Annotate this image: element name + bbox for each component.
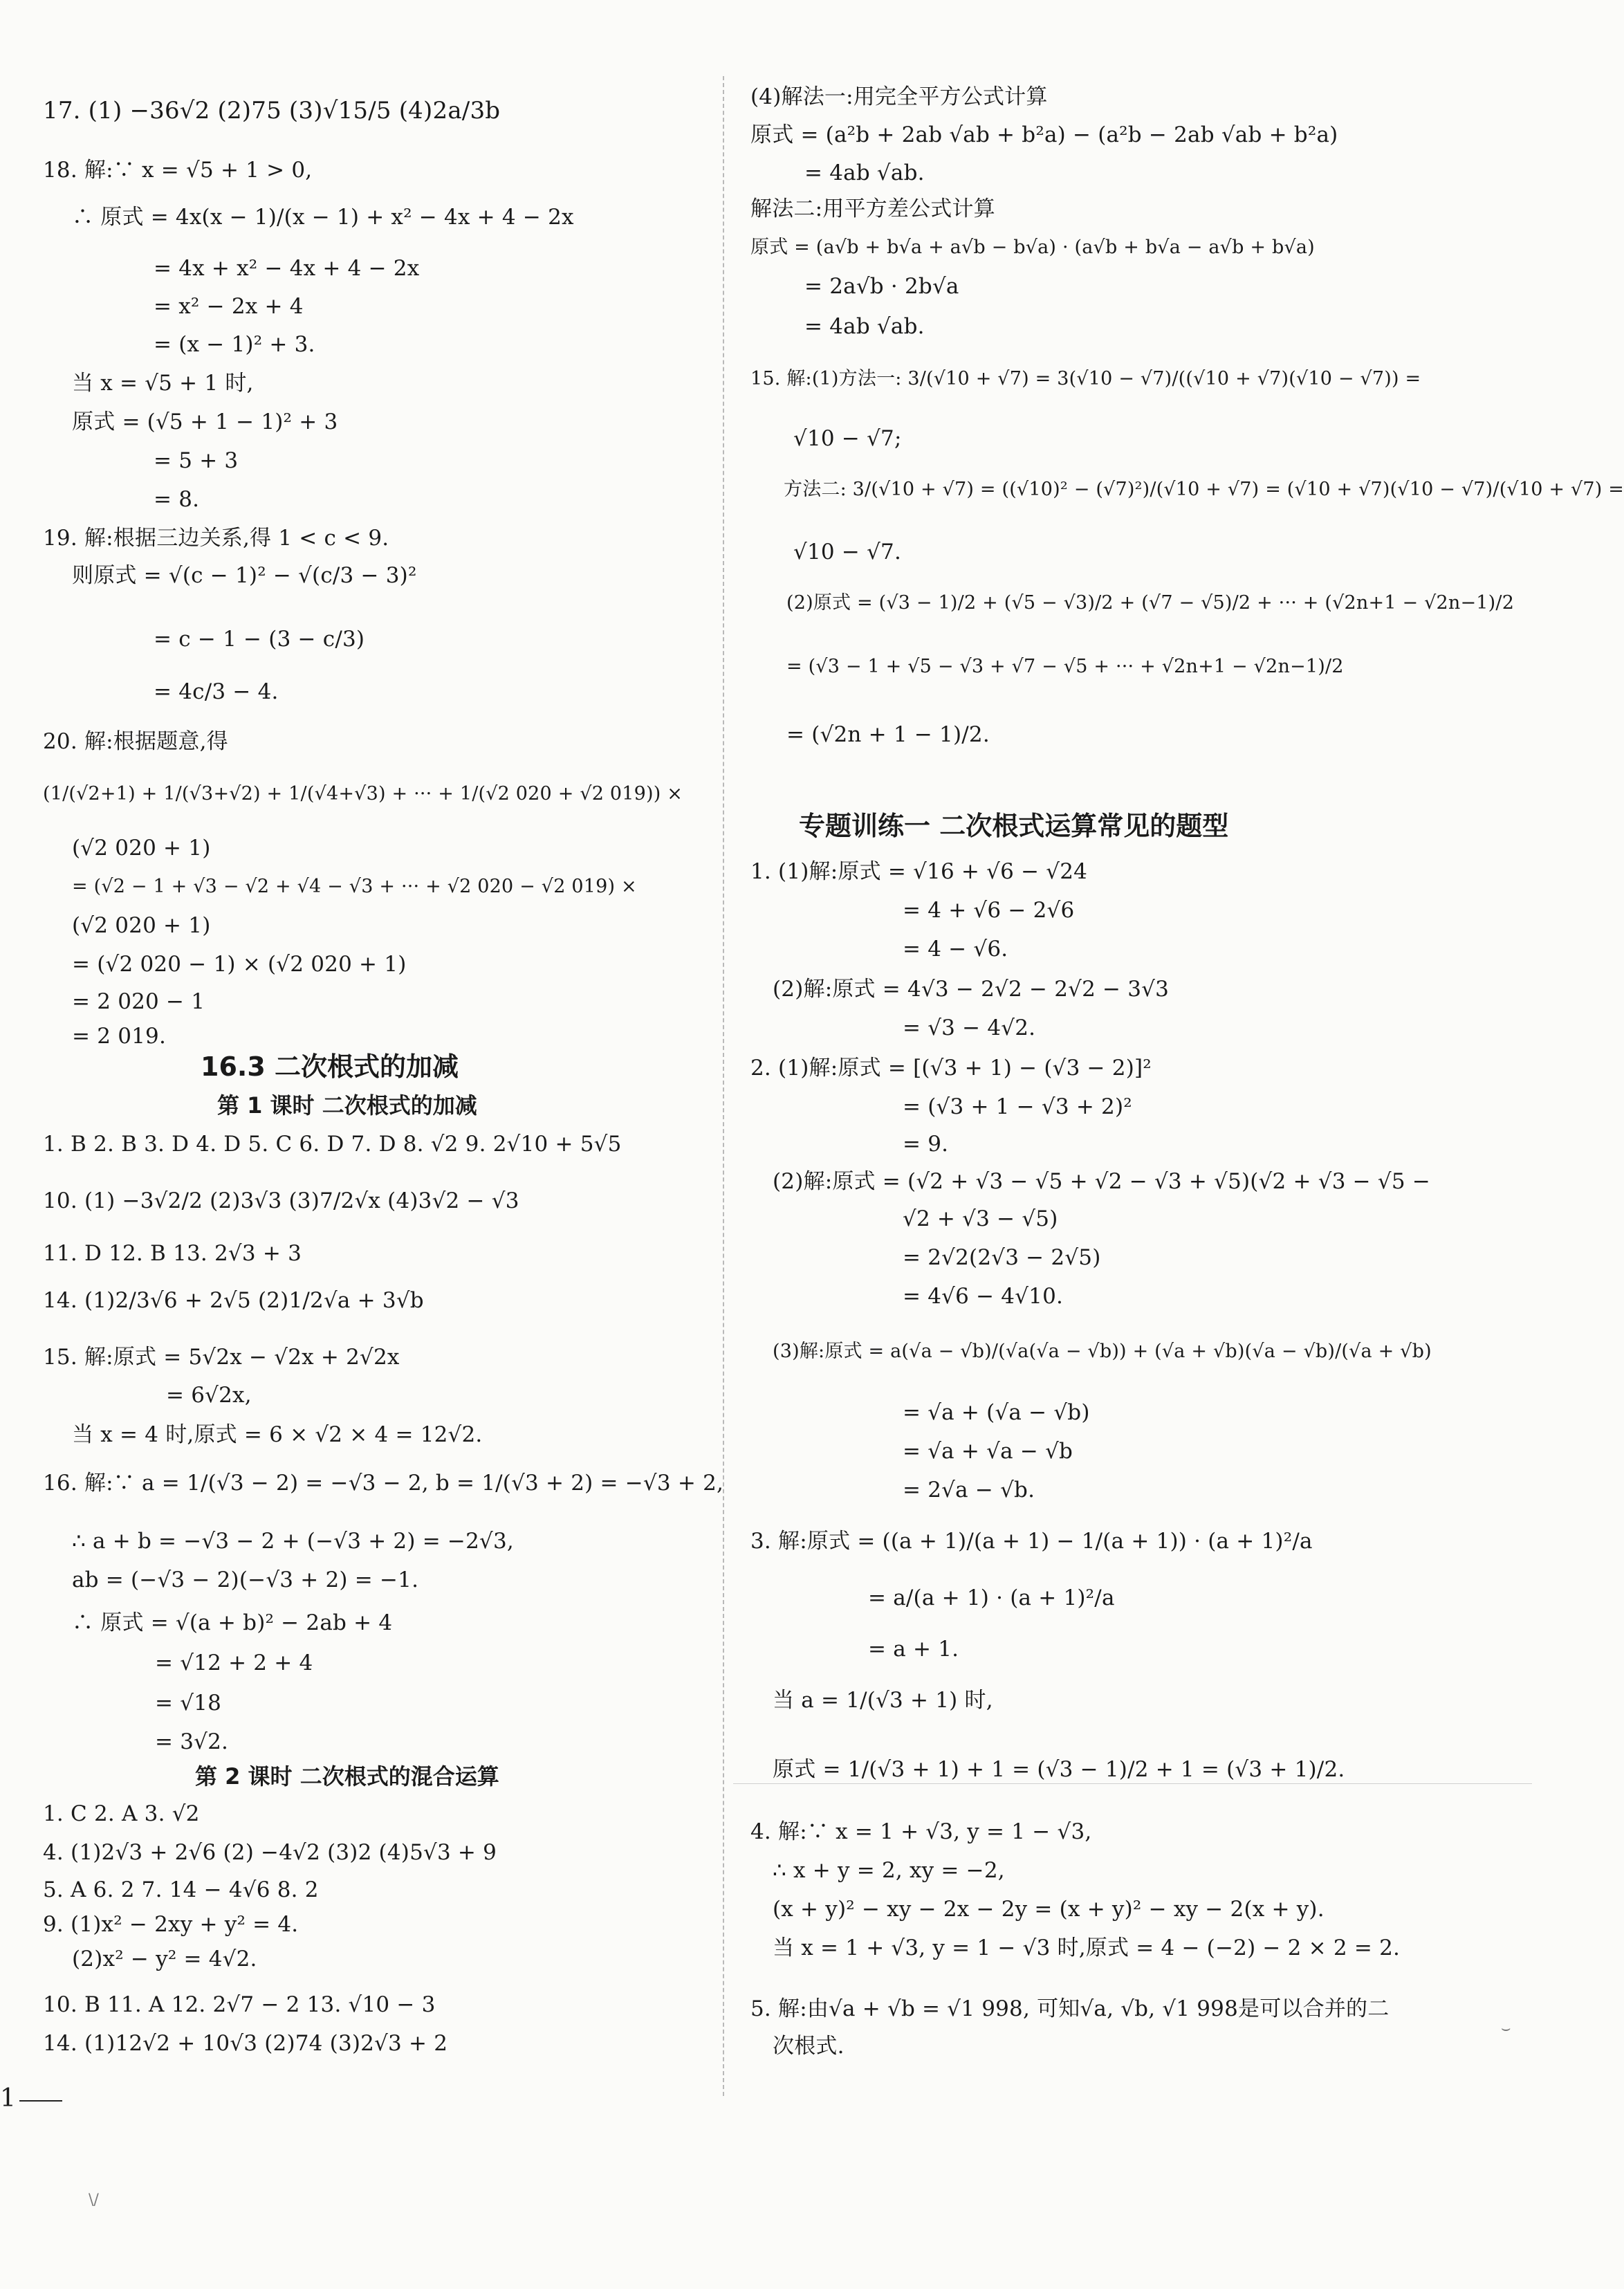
answer-line: (1/(√2+1) + 1/(√3+√2) + 1/(√4+√3) + ··· + 1/(√2 020 + √2 019)) × xyxy=(43,783,683,805)
answer-line: 当 a = 1/(√3 + 1) 时, xyxy=(773,1688,993,1713)
answer-line: 5. A 6. 2 7. 14 − 4√6 8. 2 xyxy=(43,1877,319,1902)
answer-line: = a + 1. xyxy=(868,1637,959,1662)
answer-line: 1. (1)解:原式 = √16 + √6 − √24 xyxy=(750,859,1088,884)
answer-line: ab = (−√3 − 2)(−√3 + 2) = −1. xyxy=(72,1568,419,1592)
answer-line: = 8. xyxy=(154,487,200,512)
answer-line: = 6√2x, xyxy=(166,1383,252,1408)
answer-line: 当 x = 4 时,原式 = 6 × √2 × 4 = 12√2. xyxy=(72,1422,483,1447)
answer-line: (√2 020 + 1) xyxy=(72,836,211,861)
answer-line: 4. 解:∵ x = 1 + √3, y = 1 − √3, xyxy=(750,1819,1092,1844)
answer-line: 则原式 = √(c − 1)² − √(c/3 − 3)² xyxy=(72,563,417,588)
answer-line: 3. 解:原式 = ((a + 1)/(a + 1) − 1/(a + 1)) · (a + 1)²/a xyxy=(750,1529,1313,1554)
answer-line: = 2√2(2√3 − 2√5) xyxy=(903,1245,1101,1270)
answer-line: = 4x + x² − 4x + 4 − 2x xyxy=(154,256,420,281)
margin-mark: \/ xyxy=(89,2191,99,2209)
answer-line: (2)解:原式 = 4√3 − 2√2 − 2√2 − 3√3 xyxy=(773,977,1170,1002)
section-title: 16.3 二次根式的加减 xyxy=(201,1051,459,1082)
answer-line: 19. 解:根据三边关系,得 1 < c < 9. xyxy=(43,526,389,551)
answer-line: (4)解法一:用完全平方公式计算 xyxy=(750,84,1048,109)
page-number: 1 xyxy=(0,2084,16,2113)
answer-line: ∴ a + b = −√3 − 2 + (−√3 + 2) = −2√3, xyxy=(72,1529,514,1554)
answer-line: 15. 解:原式 = 5√2x − √2x + 2√2x xyxy=(43,1345,400,1370)
answer-line: 18. 解:∵ x = √5 + 1 > 0, xyxy=(43,158,313,183)
answer-line: ∴ x + y = 2, xy = −2, xyxy=(773,1858,1005,1883)
answer-line: = (√3 − 1 + √5 − √3 + √7 − √5 + ··· + √2n+1 − √2n−1)/2 xyxy=(786,656,1344,677)
answer-line: 原式 = 1/(√3 + 1) + 1 = (√3 − 1)/2 + 1 = (√3 + 1)/2. xyxy=(773,1757,1345,1782)
answer-line: = (√2 − 1 + √3 − √2 + √4 − √3 + ··· + √2 020 − √2 019) × xyxy=(72,876,637,897)
answer-line: (√2 020 + 1) xyxy=(72,913,211,938)
answer-line: = √a + √a − √b xyxy=(903,1439,1073,1464)
answer-line: = √a + (√a − √b) xyxy=(903,1400,1090,1425)
answer-line: √10 − √7; xyxy=(793,426,902,451)
answer-line: = √18 xyxy=(155,1691,222,1716)
answer-line: = 4√6 − 4√10. xyxy=(903,1284,1064,1309)
answer-line: = (√2n + 1 − 1)/2. xyxy=(786,722,990,747)
answer-line: 1. C 2. A 3. √2 xyxy=(43,1801,200,1826)
topic-title: 专题训练一 二次根式运算常见的题型 xyxy=(799,811,1229,841)
answer-line: = √12 + 2 + 4 xyxy=(155,1651,313,1675)
answer-line: (2)解:原式 = (√2 + √3 − √5 + √2 − √3 + √5)(√2 + √3 − √5 − xyxy=(773,1169,1431,1194)
answer-line: (x + y)² − xy − 2x − 2y = (x + y)² − xy − 2(x + y). xyxy=(773,1897,1325,1922)
answer-line: 2. (1)解:原式 = [(√3 + 1) − (√3 − 2)]² xyxy=(750,1056,1152,1081)
answer-line: 方法二: 3/(√10 + √7) = ((√10)² − (√7)²)/(√10 + √7) = (√10 + √7)(√10 − √7)/(√10 + √7) = xyxy=(784,479,1624,500)
answer-line: = 2 019. xyxy=(72,1024,167,1049)
answer-line: 原式 = (a√b + b√a + a√b − b√a) · (a√b + b√a − a√b + b√a) xyxy=(750,237,1315,258)
answer-line: = c − 1 − (3 − c/3) xyxy=(154,627,365,652)
answer-line: = √3 − 4√2. xyxy=(903,1015,1036,1040)
answer-line: 次根式. xyxy=(773,2034,845,2059)
answer-line: ∴ 原式 = √(a + b)² − 2ab + 4 xyxy=(72,1610,393,1635)
answer-line: 14. (1)12√2 + 10√3 (2)74 (3)2√3 + 2 xyxy=(43,2031,448,2056)
answer-line: = 5 + 3 xyxy=(154,448,239,473)
answer-line: 10. B 11. A 12. 2√7 − 2 13. √10 − 3 xyxy=(43,1992,436,2017)
answer-line: = (x − 1)² + 3. xyxy=(154,332,315,357)
answer-line: = 9. xyxy=(903,1132,949,1157)
answer-line: = x² − 2x + 4 xyxy=(154,294,304,319)
answer-line: 17. (1) −36√2 (2)75 (3)√15/5 (4)2a/3b xyxy=(43,97,501,125)
answer-line: 15. 解:(1)方法一: 3/(√10 + √7) = 3(√10 − √7)/((√10 + √7)(√10 − √7)) = xyxy=(750,368,1421,389)
answer-line: = (√3 + 1 − √3 + 2)² xyxy=(903,1094,1132,1119)
answer-line: 5. 解:由√a + √b = √1 998, 可知√a, √b, √1 998是可以合并的二 xyxy=(750,1996,1390,2021)
answer-line: = 2√a − √b. xyxy=(903,1478,1035,1502)
answer-line: 解法二:用平方差公式计算 xyxy=(750,196,995,221)
answer-line: 当 x = √5 + 1 时, xyxy=(72,371,254,396)
answer-line: 9. (1)x² − 2xy + y² = 4. xyxy=(43,1912,299,1937)
answer-line: 11. D 12. B 13. 2√3 + 3 xyxy=(43,1241,302,1266)
answer-line: (2)x² − y² = 4√2. xyxy=(72,1947,257,1971)
answer-line: (2)原式 = (√3 − 1)/2 + (√5 − √3)/2 + (√7 − √5)/2 + ··· + (√2n+1 − √2n−1)/2 xyxy=(786,592,1515,614)
answer-line: = 4ab √ab. xyxy=(804,314,925,339)
answer-line: 20. 解:根据题意,得 xyxy=(43,729,228,754)
edge-mark: ⌣ xyxy=(1501,2020,1511,2037)
answer-line: = 2a√b · 2b√a xyxy=(804,274,959,299)
answer-line: ∴ 原式 = 4x(x − 1)/(x − 1) + x² − 4x + 4 − 2x xyxy=(72,205,574,230)
answer-line: 16. 解:∵ a = 1/(√3 − 2) = −√3 − 2, b = 1/(√3 + 2) = −√3 + 2, xyxy=(43,1471,724,1496)
answer-line: = 4c/3 − 4. xyxy=(154,679,279,704)
answer-line: √10 − √7. xyxy=(793,540,902,564)
answer-line: = 2 020 − 1 xyxy=(72,989,205,1014)
answer-line: 当 x = 1 + √3, y = 1 − √3 时,原式 = 4 − (−2) − 2 × 2 = 2. xyxy=(773,1936,1401,1960)
answer-line: (3)解:原式 = a(√a − √b)/(√a(√a − √b)) + (√a + √b)(√a − √b)/(√a + √b) xyxy=(773,1341,1432,1362)
answer-line: = 4 − √6. xyxy=(903,937,1008,962)
answer-line: 10. (1) −3√2/2 (2)3√3 (3)7/2√x (4)3√2 − √3 xyxy=(43,1188,519,1213)
right-column xyxy=(723,0,1624,2289)
answer-line: = 3√2. xyxy=(155,1729,229,1754)
answer-line: 原式 = (a²b + 2ab √ab + b²a) − (a²b − 2ab √ab + b²a) xyxy=(750,122,1338,147)
lesson-title: 第 1 课时 二次根式的加减 xyxy=(217,1092,477,1119)
answer-line: 14. (1)2/3√6 + 2√5 (2)1/2√a + 3√b xyxy=(43,1288,424,1313)
answer-line: 原式 = (√5 + 1 − 1)² + 3 xyxy=(72,410,338,434)
lesson-title: 第 2 课时 二次根式的混合运算 xyxy=(195,1763,499,1790)
left-column xyxy=(0,0,723,2289)
answer-line: √2 + √3 − √5) xyxy=(903,1206,1058,1231)
page-number-dash xyxy=(19,2100,62,2102)
answer-line: 4. (1)2√3 + 2√6 (2) −4√2 (3)2 (4)5√3 + 9 xyxy=(43,1840,497,1865)
answer-line: = a/(a + 1) · (a + 1)²/a xyxy=(868,1585,1115,1610)
answer-line: 1. B 2. B 3. D 4. D 5. C 6. D 7. D 8. √2 9. 2√10 + 5√5 xyxy=(43,1132,622,1157)
answer-line: = 4ab √ab. xyxy=(804,160,925,185)
answer-line: = (√2 020 − 1) × (√2 020 + 1) xyxy=(72,952,407,977)
answer-line: = 4 + √6 − 2√6 xyxy=(903,898,1075,923)
